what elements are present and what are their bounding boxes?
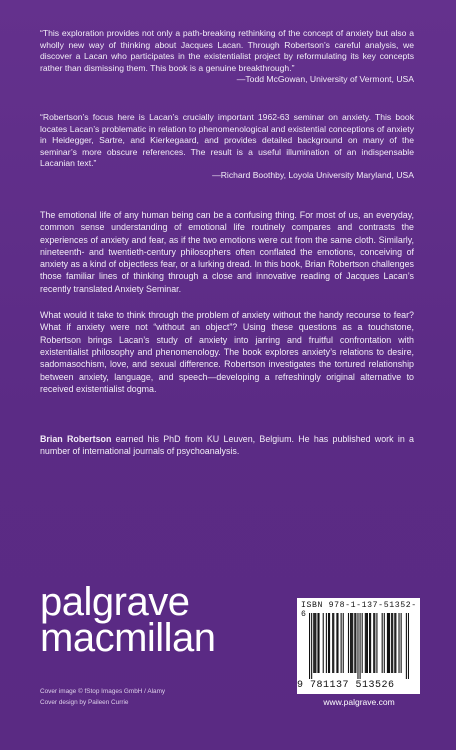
barcode-bar xyxy=(309,613,310,679)
barcode-bar xyxy=(394,613,395,673)
barcode-bar xyxy=(398,613,399,673)
barcode-bar xyxy=(355,613,356,673)
publisher-url[interactable]: www.palgrave.com xyxy=(323,697,395,707)
author-bio-text: earned his PhD from KU Leuven, Belgium. He has published work in a number of international journals of psychoanalysis. xyxy=(40,434,414,457)
barcode-bar xyxy=(362,613,363,673)
barcode-bar xyxy=(365,613,366,673)
barcode-bar xyxy=(382,613,383,673)
barcode-bar xyxy=(328,613,329,673)
review-quote xyxy=(40,28,414,86)
barcode-bar xyxy=(370,613,371,673)
cover-credits xyxy=(40,686,165,708)
barcode-bar xyxy=(354,613,355,673)
review-quotes xyxy=(40,28,414,182)
barcode-bar xyxy=(369,613,370,673)
barcode-bar xyxy=(336,613,337,673)
barcode-bar xyxy=(401,613,402,673)
barcode-bar xyxy=(318,613,319,673)
barcode-bar xyxy=(373,613,374,673)
review-quote xyxy=(40,112,414,182)
barcode-bar xyxy=(357,613,358,679)
barcode-bar xyxy=(337,613,338,673)
quote-attribution: —Richard Boothby, Loyola University Maryland, USA xyxy=(212,169,414,180)
barcode-bar xyxy=(360,613,361,679)
barcode-bar xyxy=(366,613,367,673)
barcode-bar xyxy=(323,613,324,673)
barcode-bar xyxy=(384,613,385,673)
barcode-bar xyxy=(326,613,327,673)
barcode-bar xyxy=(408,613,409,679)
barcode-bar xyxy=(343,613,344,673)
barcode-bar xyxy=(387,613,388,673)
barcode-bar xyxy=(313,613,314,673)
quote-text: “This exploration provides not only a path-breaking rethinking of the concept of anxiety but also a wholly new way of thinking about Jacques Lacan. Through Robertson’s careful analysis, we discover a Lacan who participates in the existentialist project by reformulating its key concepts rather than dismissing them. This book is a genuine breakthrough.” xyxy=(40,28,414,73)
barcode-bar xyxy=(395,613,396,673)
author-bio xyxy=(40,433,414,458)
barcode-bar xyxy=(311,613,312,679)
barcode-bar xyxy=(391,613,392,673)
author-name: Brian Robertson xyxy=(40,434,112,444)
isbn-number: ISBN 978-1-137-51352-6 xyxy=(301,601,417,619)
barcode-bar xyxy=(388,613,389,673)
barcode-bar xyxy=(374,613,375,673)
barcode-bar xyxy=(329,613,330,673)
logo-line-palgrave: palgrave xyxy=(40,580,190,624)
cover-design-credit: Cover design by Paileen Currie xyxy=(40,699,129,706)
book-description xyxy=(40,209,414,409)
barcode-bar xyxy=(314,613,315,673)
barcode-bars xyxy=(309,613,409,679)
barcode-bar xyxy=(333,613,334,673)
barcode-bar xyxy=(367,613,368,673)
barcode-bar xyxy=(389,613,390,673)
barcode-bar xyxy=(352,613,353,673)
quote-attribution: —Todd McGowan, University of Vermont, USA xyxy=(236,74,414,85)
ean-digits: 9 781137 513526 xyxy=(297,680,395,691)
cover-image-credit: Cover image © fStop Images GmbH / Alamy xyxy=(40,688,166,695)
barcode-bar xyxy=(376,613,377,673)
description-paragraph: What would it take to think through the problem of anxiety without the handy recourse to fear? What if anxiety were not “without an object”? Using these questions as a touchstone, Robertson brings Lacan’s study of anxiety into jarring and fruitful confrontation with existentialist philosophy and phenomenology. The book explores anxiety’s relations to desire, sadomasochism, love, and sexual difference. Robertson investigates the tortured relationship between anxiety, language, and speech—developing a refreshingly original alternative to received existentialist dogma. xyxy=(40,310,414,394)
barcode-bar xyxy=(351,613,352,673)
barcode-bar xyxy=(341,613,342,673)
barcode-bar xyxy=(406,613,407,679)
barcode-bar xyxy=(350,613,351,673)
barcode-bar xyxy=(332,613,333,673)
barcode-bar xyxy=(317,613,318,673)
barcode-bar xyxy=(392,613,393,673)
description-paragraph: The emotional life of any human being can be a confusing thing. For most of us, an everyday, common sense understanding of emotional life routinely compares and contrasts the experiences of anxiety and fear, as if the two emotions were cut from the same cloth. Similarly, nineteenth- and twentieth-century philosophers often conflated the emotions, conceiving of anxiety as a kind of objectless fear, or a lurking dread. In this book, Brian Robertson challenges those familiar lines of thinking through a close and innovative reading of Jacques Lacan’s recently translated Anxiety Seminar. xyxy=(40,210,414,294)
barcode-bar xyxy=(348,613,349,673)
palgrave-macmillan-logo xyxy=(40,580,216,660)
quote-text: “Robertson’s focus here is Lacan’s crucially important 1962-63 seminar on anxiety. This book locates Lacan’s problematic in relation to phenomenological and existential conceptions of anxiety in Heidegger, Sartre, and Kierkegaard, and provides detailed background on many of the seminar’s more obscure references. The result is a useful illumination of an indispensable Lacanian text.” xyxy=(40,111,414,169)
barcode-bar xyxy=(315,613,316,673)
isbn-barcode xyxy=(297,598,420,694)
logo-line-macmillan: macmillan xyxy=(40,616,216,660)
